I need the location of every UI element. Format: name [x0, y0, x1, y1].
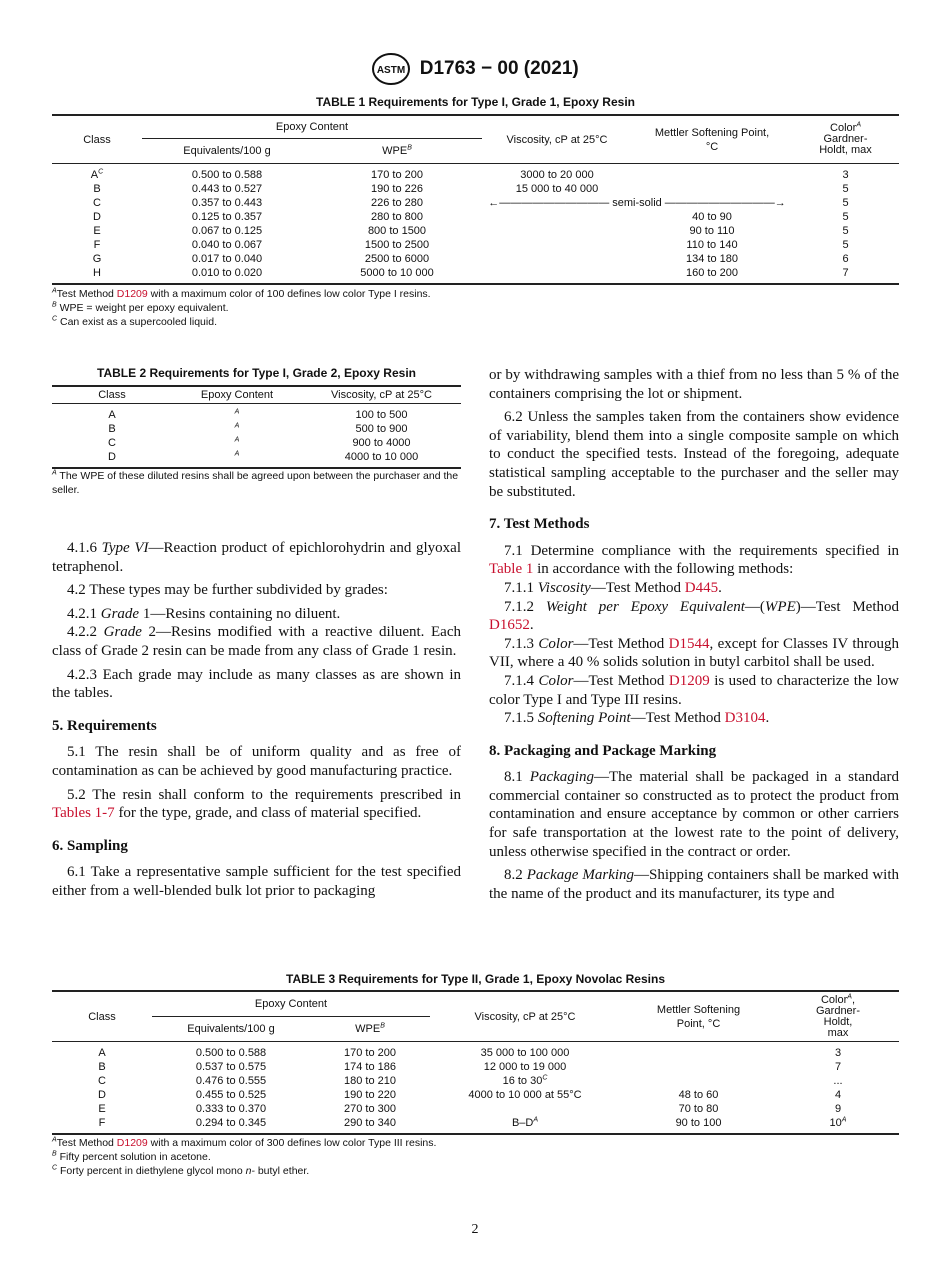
table3: [52, 990, 899, 1135]
para-4-2-1: 4.2.1 Grade 1—Resins containing no diluent.: [67, 605, 341, 622]
para-7-1-1: 7.1.1 Viscosity—Test Method D445.: [504, 579, 722, 596]
t1-header-equivalents: Equivalents/100 g: [142, 139, 312, 164]
section-7-heading: 7. Test Methods: [489, 516, 590, 533]
para-6-1-continued: or by withdrawing samples with a thief from no less than 5 % of the containers comprising the lot or shipment.: [489, 367, 899, 402]
para-4-1-6: 4.1.6 Type VI—Reaction product of epichlorohydrin and glyoxal tetraphenol.: [52, 540, 461, 575]
table-row: A 0.500 to 0.588 170 to 200 35 000 to 100 000 3: [98, 1047, 842, 1059]
table-row: D 0.125 to 0.357 280 to 800 40 to 90 5: [93, 211, 849, 223]
t3-header-wpe: $WPE^B$: [310, 1017, 430, 1042]
table-row: G 0.017 to 0.040 2500 to 6000 134 to 180 6: [92, 253, 849, 265]
link-table-1[interactable]: Table 1: [489, 561, 534, 578]
table-row: B $^A$ 500 to 900: [108, 422, 408, 435]
table-row: H 0.010 to 0.020 5000 to 10 000 160 to 200 7: [52, 266, 899, 284]
table-row: $A^C$ 0.500 to 0.588 170 to 200 3000 to 20 000 3: [90, 168, 849, 181]
t2-header-viscosity: Viscosity, cP at 25°C: [302, 386, 461, 404]
table2-notes: [52, 469, 461, 497]
logo-text: ASTM: [377, 65, 406, 76]
para-5-2: 5.2 The resin shall conform to the requirements prescribed in Tables 1-7 for the type, grade, and class of material specified.: [52, 786, 461, 822]
semi-solid-span: ←—————————— semi-solid ——————————→: [488, 197, 786, 209]
para-4-2-3: 4.2.3 Each grade may include as many classes as are shown in the tables.: [52, 666, 461, 702]
right-column: [489, 366, 899, 908]
table-row: C $^A$ 900 to 4000: [108, 436, 411, 449]
para-8-1: 8.1 Packaging—The material shall be packaged in a standard commercial container so constructed as to protect the product from contamination and ensure acceptance by common or other carriers for safe transportation at the lowest rate to the point of delivery, unless otherwise specified in the contract or order.: [489, 769, 899, 860]
t1-header-mettler: Mettler Softening Point, °C: [632, 115, 792, 164]
para-5-1: 5.1 The resin shall be of uniform quality and as free of contamination as can be achieved by good manufacturing practice.: [52, 744, 461, 779]
table-row: C 0.476 to 0.555 180 to 210 16 to $30^C$ ...: [98, 1074, 843, 1087]
table-row: E 0.333 to 0.370 270 to 300 70 to 80 9: [98, 1103, 842, 1115]
table3-notes: [52, 1136, 899, 1178]
table2: [52, 385, 461, 469]
t2-header-class: Class: [52, 386, 172, 404]
footnote: $^A$Test Method D1209 with a maximum color of 100 defines low color Type I resins.: [52, 287, 431, 300]
page-number: 2: [471, 1222, 479, 1237]
section-6-heading: 6. Sampling: [52, 837, 128, 854]
para-8-2: 8.2 Package Marking—Shipping containers shall be marked with the name of the product and its manufacturer, its type and: [489, 867, 899, 902]
para-7-1-3: 7.1.3 Color—Test Method D1544, except for Classes IV through VII, where a 40 % solids solution in butyl carbitol shall be used.: [489, 635, 899, 671]
footnote: $^B$ Fifty percent solution in acetone.: [52, 1150, 211, 1163]
t1-header-epoxy: Epoxy Content: [142, 115, 482, 139]
table3-caption: TABLE 3 Requirements for Type II, Grade 1, Epoxy Novolac Resins: [286, 972, 665, 986]
table-row: B 0.443 to 0.527 190 to 226 15 000 to 40 000 5: [93, 183, 849, 195]
link-d3104[interactable]: D3104: [724, 710, 766, 727]
t3-header-equivalents: Equivalents/100 g: [152, 1017, 310, 1042]
table-row: E 0.067 to 0.125 800 to 1500 90 to 110 5: [93, 225, 849, 237]
para-7-1-2: 7.1.2 Weight per Epoxy Equivalent—(WPE)—Test Method D1652.: [489, 598, 900, 634]
link-d1544[interactable]: D1544: [668, 635, 710, 652]
footnote: $^C$ Forty percent in diethylene glycol mono n- butyl ether.: [52, 1164, 310, 1177]
footnote: $^A$ The WPE of these diluted resins shall be agreed upon between the purchaser and the seller.: [52, 469, 459, 496]
section-5-heading: 5. Requirements: [52, 717, 157, 734]
astm-logo-icon: [371, 52, 411, 86]
document-header: [0, 52, 950, 86]
left-column: [52, 539, 461, 906]
t2-header-epoxy: Epoxy Content: [172, 386, 302, 404]
link-d445[interactable]: D445: [684, 579, 719, 596]
t3-header-color: Color$^A$, Gardner-Holdt, max: [777, 991, 899, 1042]
t3-header-mettler: Mettler Softening Point, °C: [620, 991, 777, 1042]
table-row: A $^A$ 100 to 500: [108, 408, 408, 421]
link-d1209[interactable]: D1209: [116, 288, 148, 300]
t1-header-color: Color$^A$ Gardner-Holdt, max: [792, 115, 899, 164]
t1-header-class: Class: [52, 115, 142, 164]
t1-header-wpe: $WPE^B$: [312, 139, 482, 164]
table-row: F 0.040 to 0.067 1500 to 2500 110 to 140 5: [93, 239, 849, 251]
footnote: $^A$Test Method D1209 with a maximum color of 300 defines low color Type III resins.: [52, 1136, 437, 1149]
table-row: D $^A$ 4000 to 10 000: [52, 450, 461, 468]
t3-header-viscosity: Viscosity, cP at 25°C: [430, 991, 620, 1042]
t3-header-class: Class: [52, 991, 152, 1042]
table1-caption: TABLE 1 Requirements for Type I, Grade 1, Epoxy Resin: [316, 95, 635, 109]
para-4-2-2: 4.2.2 Grade 2—Resins modified with a reactive diluent. Each class of Grade 2 resin can be made from any class of Grade 1 resin.: [52, 624, 461, 659]
t1-header-viscosity: Viscosity, cP at 25°C: [482, 115, 632, 164]
section-8-heading: 8. Packaging and Package Marking: [489, 742, 717, 759]
table-row: B 0.537 to 0.575 174 to 186 12 000 to 19 000 7: [98, 1061, 842, 1073]
para-7-1-4: 7.1.4 Color—Test Method D1209 is used to characterize the low color Type I and Type III resins.: [489, 672, 900, 708]
link-d1209[interactable]: D1209: [116, 1137, 148, 1149]
para-7-1-5: 7.1.5 Softening Point—Test Method D3104.: [504, 710, 770, 727]
table-row: C 0.357 to 0.443 226 to 280 ←—————————— semi-solid ——————————→ 5: [93, 197, 849, 209]
table-row: F 0.294 to 0.345 290 to 340 $B-D^A$ 90 to 100 $10^A$: [52, 1116, 899, 1134]
para-7-1: 7.1 Determine compliance with the requirements specified in Table 1 in accordance with the following methods:: [489, 542, 899, 578]
footnote: $^C$ Can exist as a supercooled liquid.: [52, 315, 217, 328]
table-row: D 0.455 to 0.525 190 to 220 4000 to 10 000 at 55°C 48 to 60 4: [98, 1089, 842, 1101]
para-4-2: 4.2 These types may be further subdivided by grades:: [67, 582, 388, 599]
link-d1652[interactable]: D1652: [489, 617, 530, 634]
table1: [52, 114, 899, 285]
link-tables-1-7[interactable]: Tables 1-7: [52, 805, 115, 822]
link-d1209[interactable]: D1209: [668, 672, 710, 689]
para-6-2: 6.2 Unless the samples taken from the containers show evidence of variability, blend them into a single composite sample on which to conduct the specified tests. Instead of the foregoing, adequate statistical sampling acceptable to the purchaser and the seller may be substituted.: [489, 409, 899, 500]
t3-header-epoxy: Epoxy Content: [152, 991, 430, 1017]
para-6-1: 6.1 Take a representative sample sufficient for the test specified either from a well-blended bulk lot prior to packaging: [52, 864, 461, 899]
table2-caption: TABLE 2 Requirements for Type I, Grade 2, Epoxy Resin: [97, 366, 416, 380]
document-id: D1763 − 00 (2021): [419, 58, 579, 79]
table1-notes: [52, 287, 899, 329]
footnote: $^B$ WPE = weight per epoxy equivalent.: [52, 301, 229, 314]
